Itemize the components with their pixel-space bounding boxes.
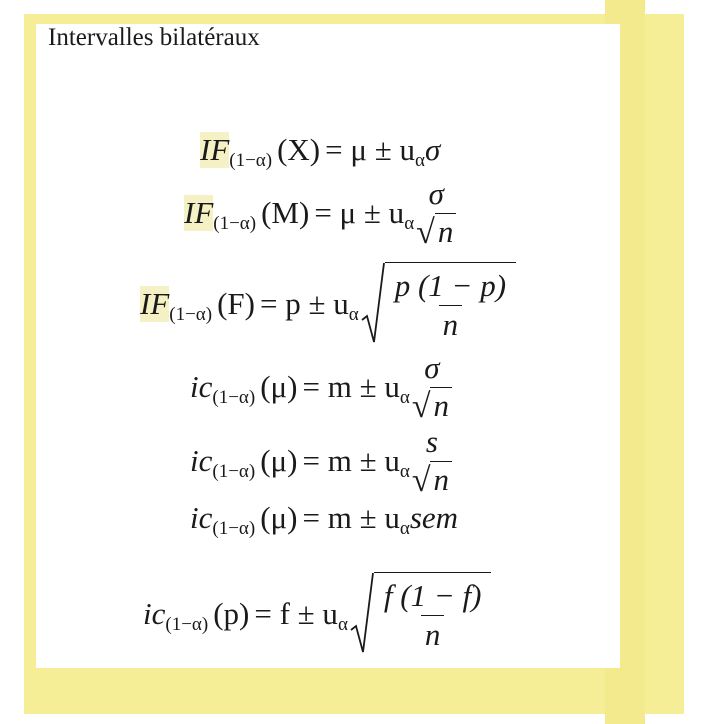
eq5-num: s: [425, 424, 438, 459]
eq3-alpha: α: [348, 304, 359, 325]
eq2-arg: (M): [261, 195, 310, 230]
eq1-fn: IF: [200, 132, 230, 167]
eq4-sub: (1−α): [212, 387, 256, 408]
eq6-sub: (1−α): [212, 518, 256, 539]
eq6-tail: sem: [409, 500, 459, 535]
equation-if-f: [140, 262, 516, 346]
eq3-sub: (1−α): [169, 304, 213, 325]
equation-ic-p: [143, 572, 491, 656]
eq7-alpha: α: [337, 614, 348, 635]
eq1-tail: σ: [424, 132, 441, 167]
equation-ic-sem: [190, 500, 459, 539]
eq4-arg: (μ): [260, 369, 298, 404]
eq5-arg: (μ): [260, 443, 298, 478]
eq1-alpha: α: [415, 150, 425, 171]
eq3-sqrt: [361, 262, 516, 346]
eq7-num: f (1 − f): [383, 578, 482, 613]
eq2-sqrt: √ n: [416, 213, 456, 250]
equation-ic-s: [190, 424, 454, 498]
eq3-arg: (F): [217, 286, 255, 321]
page-title: Intervalles bilatéraux: [48, 24, 260, 51]
eq3-num: p (1 − p): [394, 268, 507, 303]
eq5-sub: (1−α): [212, 461, 256, 482]
eq2-alpha: α: [404, 213, 415, 234]
eq5-fraction: [412, 424, 452, 498]
eq7-rhs: = f ± u: [254, 596, 338, 631]
eq7-fn: ic: [143, 596, 166, 631]
equation-if-x: [200, 132, 441, 171]
eq2-sub: (1−α): [213, 213, 257, 234]
eq3-rhs: = p ± u: [259, 286, 349, 321]
eq6-alpha: α: [399, 518, 410, 539]
eq4-fn: ic: [190, 369, 213, 404]
equation-ic-sigma: [190, 350, 454, 424]
eq7-radical-icon: [350, 572, 374, 656]
eq7-sub: (1−α): [165, 614, 209, 635]
eq6-arg: (μ): [260, 500, 298, 535]
eq5-rhs: = m ± u: [302, 443, 400, 478]
eq7-arg: (p): [213, 596, 250, 631]
eq4-rhs: = m ± u: [302, 369, 400, 404]
eq2-fn: IF: [184, 195, 214, 230]
eq3-fraction: [391, 268, 510, 343]
eq2-num: σ: [428, 176, 444, 211]
eq2-den: n: [435, 213, 457, 250]
eq5-alpha: α: [399, 461, 410, 482]
eq1-rhs: = μ ± u: [325, 132, 416, 167]
eq6-fn: ic: [190, 500, 213, 535]
eq5-den: n: [430, 461, 452, 498]
equation-if-m: [184, 176, 458, 250]
eq5-fn: ic: [190, 443, 213, 478]
eq7-den: n: [421, 615, 445, 653]
eq3-fn: IF: [140, 286, 170, 321]
eq6-rhs: = m ± u: [302, 500, 400, 535]
eq2-fraction: [416, 176, 456, 250]
eq3-den: n: [439, 305, 463, 343]
eq7-fraction: [380, 578, 486, 653]
eq4-num: σ: [424, 350, 440, 385]
eq4-alpha: α: [399, 387, 410, 408]
eq4-sqrt: √ n: [412, 387, 452, 424]
eq3-radical-icon: [361, 262, 385, 346]
eq5-sqrt: √ n: [412, 461, 452, 498]
eq7-sqrt: [350, 572, 492, 656]
eq1-arg: (X): [277, 132, 321, 167]
eq4-fraction: [412, 350, 452, 424]
eq2-rhs: = μ ± u: [314, 195, 405, 230]
eq1-sub: (1−α): [229, 150, 273, 171]
eq4-den: n: [430, 387, 452, 424]
